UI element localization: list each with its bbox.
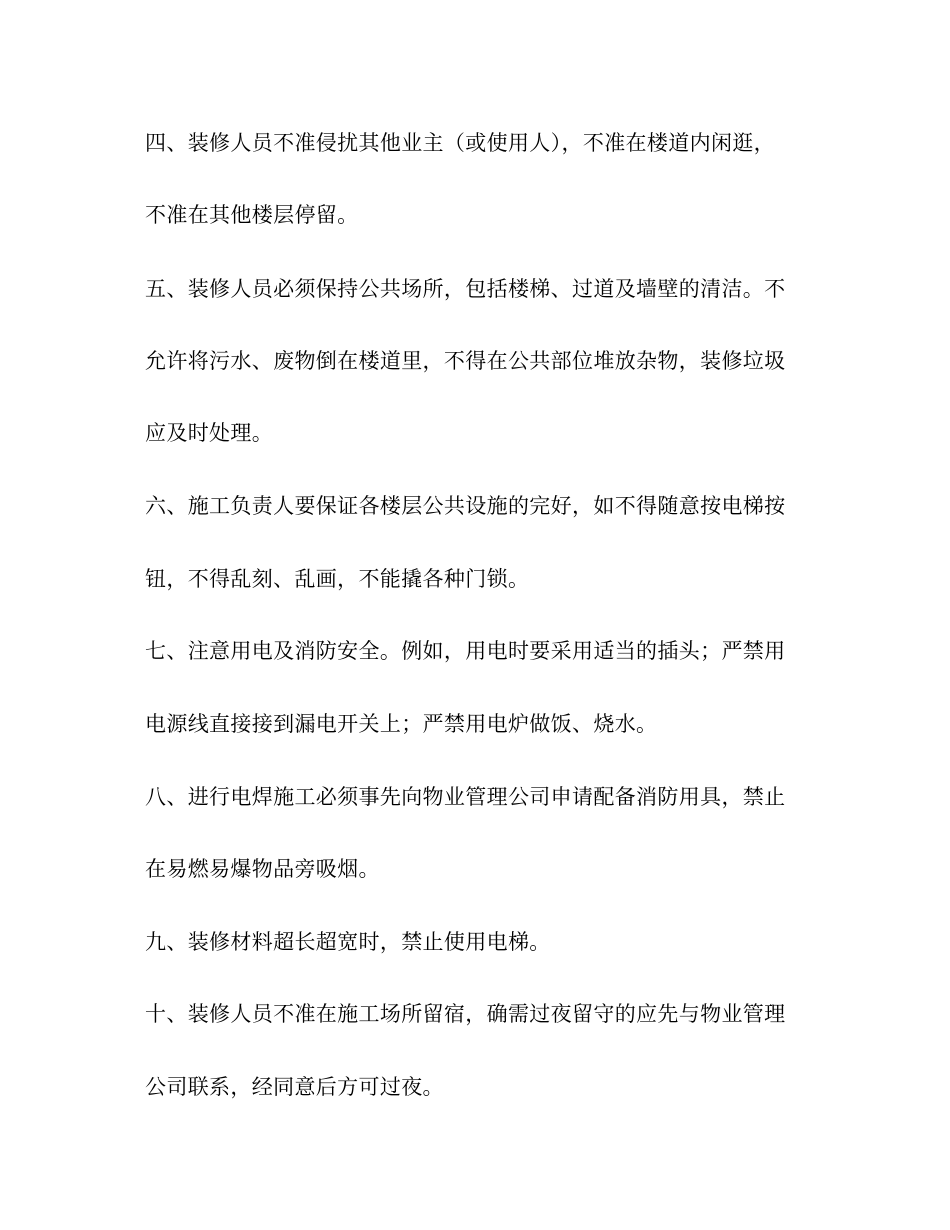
rule-8-line-2: 在易燃易爆物品旁吸烟。 (145, 857, 380, 881)
rule-8-line-1: 八、进行电焊施工必须事先向物业管理公司申请配备消防用具，禁止 (145, 785, 786, 809)
rule-10-line-2: 公司联系，经同意后方可过夜。 (145, 1075, 444, 1099)
rule-7-line-1: 七、注意用电及消防安全。例如，用电时要采用适当的插头；严禁用 (145, 639, 786, 663)
rule-5-line-2: 允许将污水、废物倒在楼道里，不得在公共部位堆放杂物，装修垃圾 (145, 349, 786, 373)
rule-4-line-1: 四、装修人员不准侵扰其他业主（或使用人），不准在楼道内闲逛， (145, 131, 775, 155)
rule-6-line-2: 钮，不得乱刻、乱画，不能撬各种门锁。 (145, 567, 530, 591)
rule-5-line-1: 五、装修人员必须保持公共场所，包括楼梯、过道及墙壁的清洁。不 (145, 277, 786, 301)
rule-4-line-2: 不准在其他楼层停留。 (145, 203, 359, 227)
rule-7-line-2: 电源线直接接到漏电开关上；严禁用电炉做饭、烧水。 (145, 712, 658, 736)
rule-5-line-3: 应及时处理。 (145, 421, 274, 445)
rule-10-line-1: 十、装修人员不准在施工场所留宿，确需过夜留守的应先与物业管理 (145, 1002, 786, 1026)
rule-9-line-1: 九、装修材料超长超宽时，禁止使用电梯。 (145, 930, 551, 954)
rule-6-line-1: 六、施工负责人要保证各楼层公共设施的完好，如不得随意按电梯按 (145, 494, 786, 518)
